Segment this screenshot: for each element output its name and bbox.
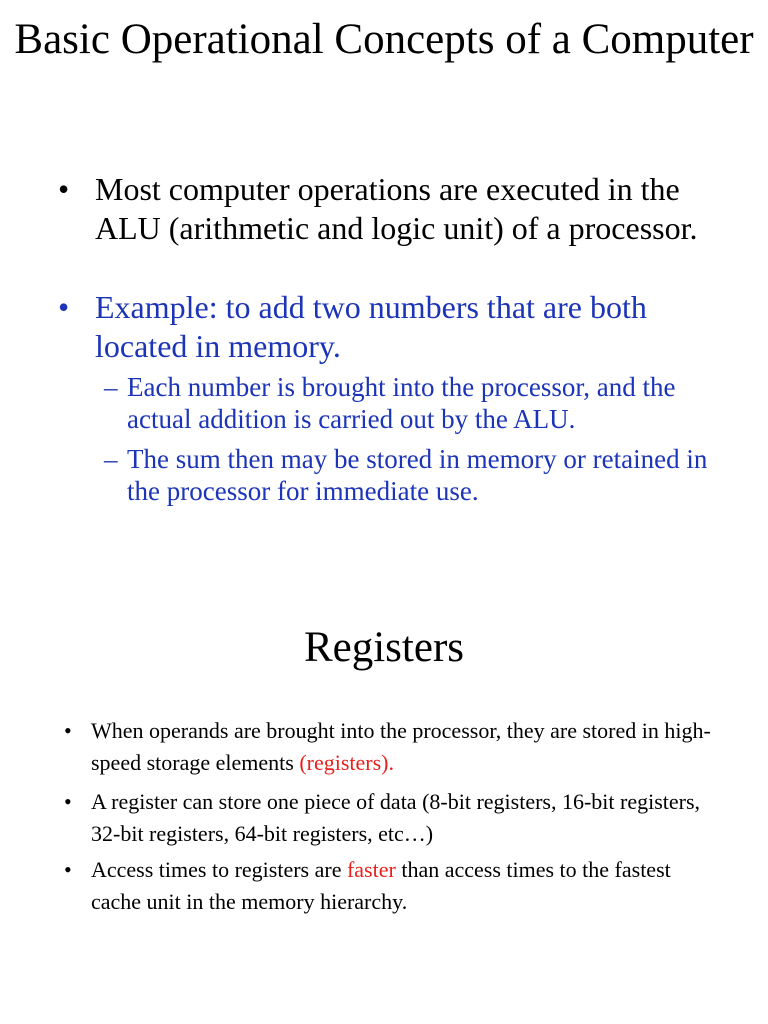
- sub-bullet-text: Each number is brought into the processor, and the actual addition is carried out by the ALU.: [127, 372, 676, 434]
- bullet-icon: •: [64, 857, 72, 882]
- registers-highlight: (registers).: [299, 750, 394, 775]
- bullet-text-main: When operands are brought into the processor, they are stored in high-speed storage elements: [91, 718, 711, 775]
- bullet-item: [64, 786, 714, 850]
- bullet-item: [58, 288, 738, 365]
- sub-bullet-item: [104, 443, 724, 507]
- bullet-text: Most computer operations are executed in the ALU (arithmetic and logic unit) of a processor.: [95, 171, 698, 246]
- bullet-text: A register can store one piece of data (8-bit registers, 16-bit registers, 32-bit registers, 64-bit registers, etc…): [91, 789, 701, 846]
- slide-title: Basic Operational Concepts of a Computer: [14, 16, 754, 63]
- dash-icon: –: [104, 444, 118, 474]
- bullet-item: [64, 854, 714, 918]
- sub-bullet-text: The sum then may be stored in memory or retained in the processor for immediate use.: [127, 444, 708, 506]
- dash-icon: –: [104, 372, 118, 402]
- faster-highlight: faster: [346, 857, 396, 882]
- bullet-text: [91, 715, 714, 779]
- bullet-icon: •: [64, 789, 72, 814]
- bullet-text-before: Access times to registers are: [91, 857, 347, 882]
- bullet-icon: •: [58, 171, 70, 207]
- slide-registers: [0, 560, 768, 1024]
- bullet-item: [64, 715, 714, 779]
- bullet-text: Example: to add two numbers that are both located in memory.: [95, 289, 647, 364]
- bullet-icon: •: [58, 289, 70, 325]
- slide-title: Registers: [303, 624, 465, 671]
- bullet-item: [58, 170, 738, 247]
- bullet-text-after: than access times to the fastest cache unit in the memory hierarchy.: [91, 857, 671, 914]
- bullet-text: [91, 854, 714, 918]
- bullet-icon: •: [64, 718, 72, 743]
- sub-bullet-item: [104, 371, 724, 435]
